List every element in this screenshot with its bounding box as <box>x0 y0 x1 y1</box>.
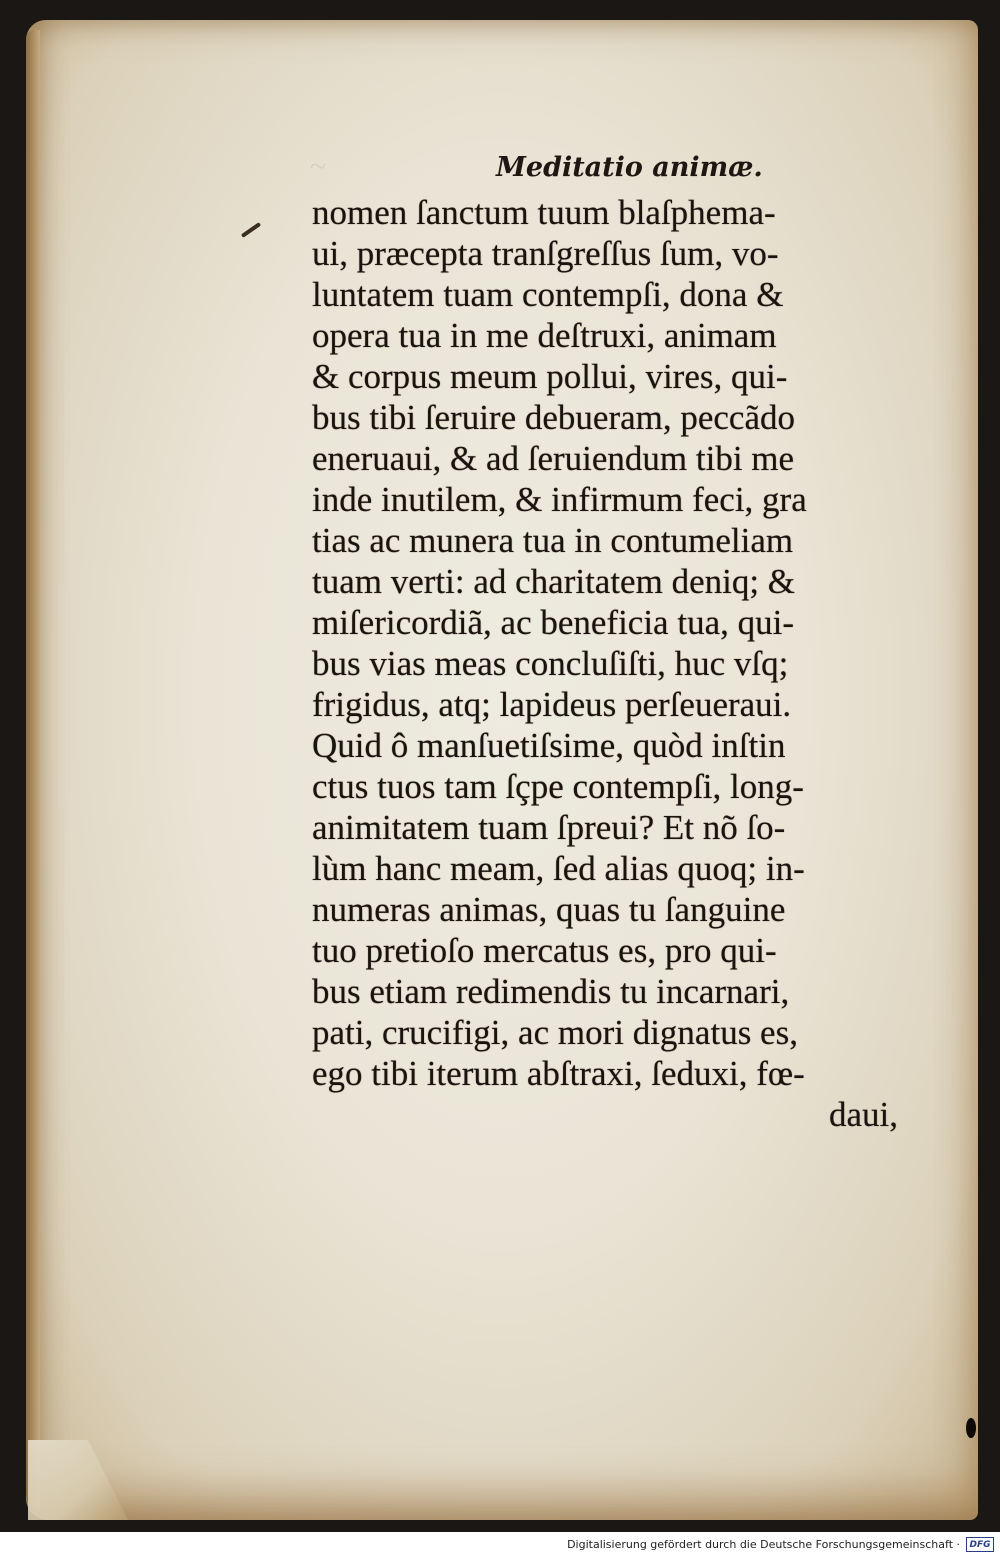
ink-blot <box>966 1418 976 1438</box>
text-line: frigidus, atq; lapideus perſeueraui. <box>312 685 792 724</box>
funding-credit: Digitalisierung gefördert durch die Deutsche Forschungsgemeinschaft · <box>567 1538 960 1551</box>
show-through-ink: ~ <box>310 150 327 183</box>
text-line: tias ac munera tua in contumeliam <box>312 521 794 560</box>
text-line: bus tibi ſeruire debueram, peccãdo <box>312 398 795 437</box>
text-line: numeras animas, quas tu ſanguine <box>312 890 786 929</box>
catchword: daui, <box>828 1095 898 1134</box>
text-line: nomen ſanctum tuum blaſphema- <box>312 193 776 232</box>
running-head: Meditatio animæ. <box>496 152 763 183</box>
text-line: bus etiam redimendis tu incarnari, <box>312 972 790 1011</box>
text-line: bus vias meas concluſiſti, huc vſq; <box>312 644 789 683</box>
text-line: miſericordiã, ac beneficia tua, qui- <box>312 603 794 642</box>
text-line: luntatem tuam contempſi, dona & <box>312 275 784 314</box>
text-line: eneruaui, & ad ſeruiendum tibi me <box>312 439 795 478</box>
page-gutter-edge <box>26 30 40 1510</box>
text-line: pati, crucifigi, ac mori dignatus es, <box>312 1013 798 1052</box>
text-line: opera tua in me deſtruxi, animam <box>312 316 777 355</box>
text-block <box>312 192 912 1135</box>
text-line: & corpus meum pollui, vires, qui- <box>312 357 788 396</box>
text-line: inde inutilem, & infirmum feci, gra <box>312 480 807 519</box>
text-line: ego tibi iterum abſtraxi, ſeduxi, fœ- <box>312 1054 805 1093</box>
text-line: Quid ô manſuetiſsime, quòd inſtin <box>312 726 786 765</box>
text-line: ctus tuos tam ſçpe contempſi, long- <box>312 767 804 806</box>
text-line: lùm hanc meam, ſed alias quoq; in- <box>312 849 805 888</box>
text-line: ui, præcepta tranſgreſſus ſum, vo- <box>312 234 779 273</box>
footer-bar <box>0 1532 1000 1559</box>
dfg-logo: DFG <box>966 1537 994 1552</box>
text-line: animitatem tuam ſpreui? Et nõ ſo- <box>312 808 786 847</box>
text-line: tuo pretioſo mercatus es, pro qui- <box>312 931 777 970</box>
text-line: tuam verti: ad charitatem deniq; & <box>312 562 796 601</box>
